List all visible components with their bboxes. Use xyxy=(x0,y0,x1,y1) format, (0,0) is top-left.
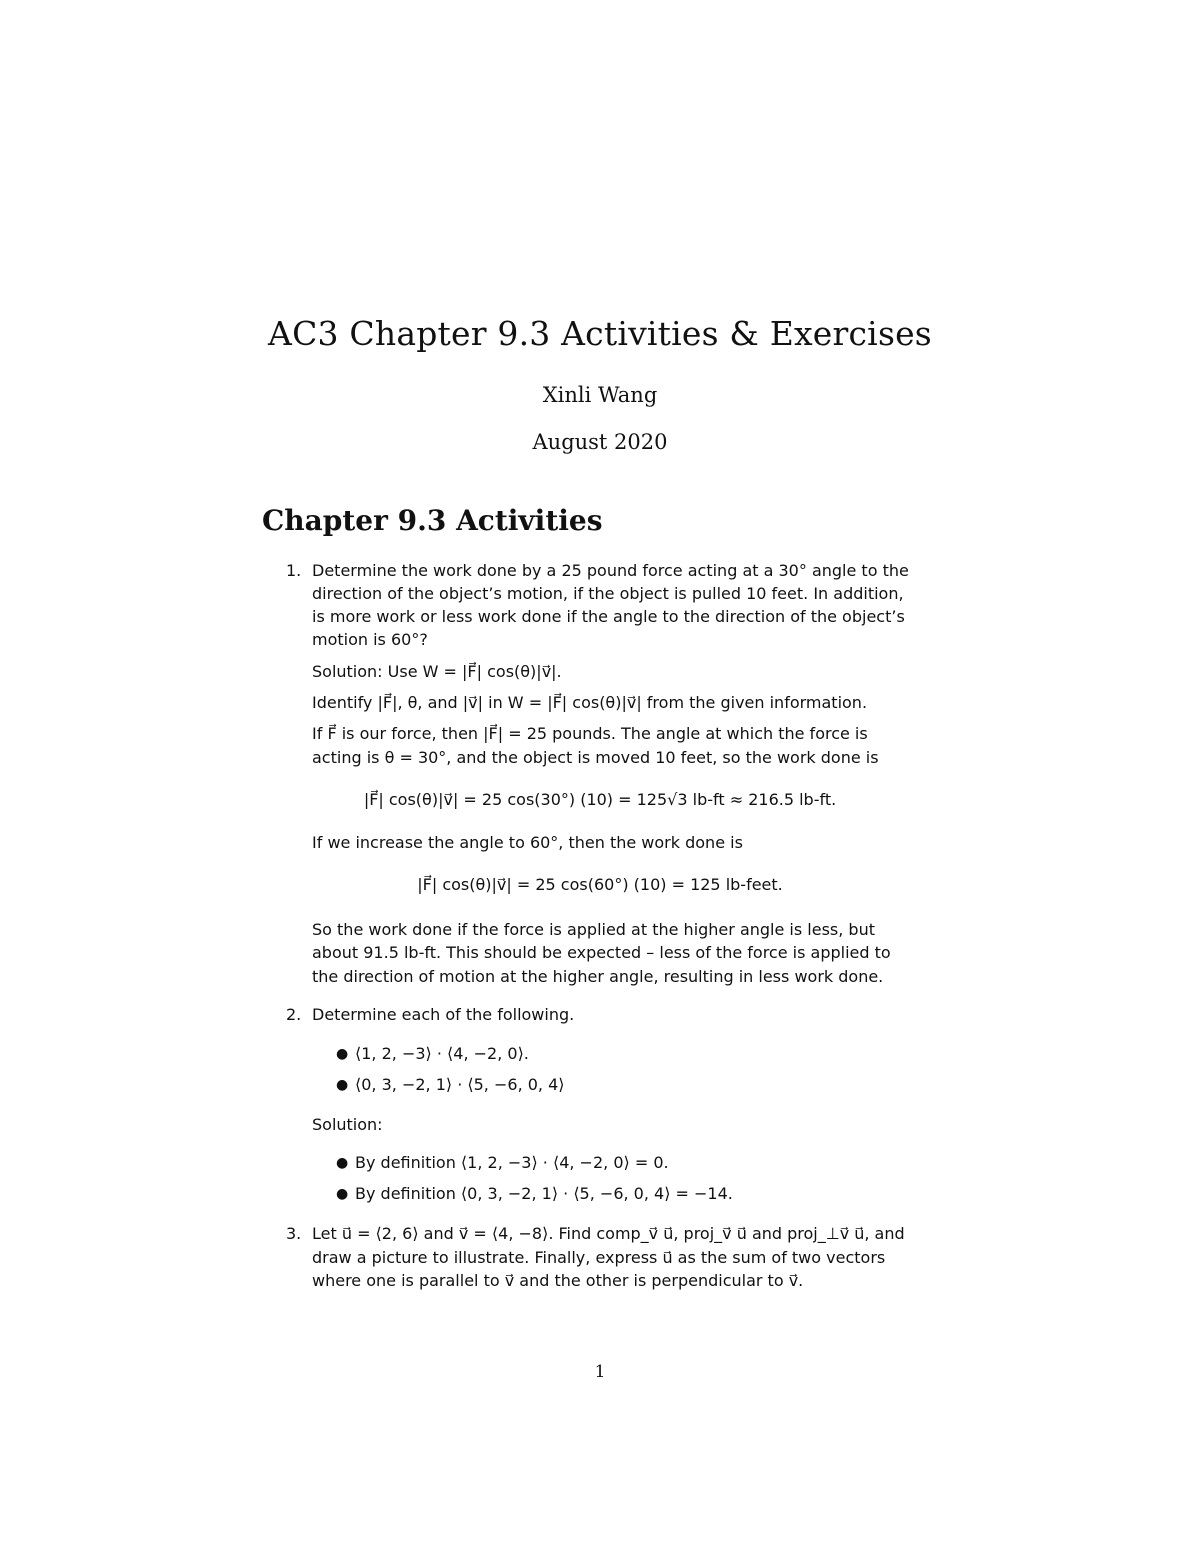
item-2-prompt: Determine each of the following. xyxy=(312,1005,575,1024)
item-1-line-8: acting is θ = 30°, and the object is moved 10 feet, so the work done is xyxy=(312,748,879,767)
document-author: Xinli Wang xyxy=(542,383,658,407)
item-2-solution-bullet-2: By definition ⟨0, 3, −2, 1⟩ · ⟨5, −6, 0, 4⟩ = −14. xyxy=(355,1184,733,1203)
item-1-line-4: motion is 60°? xyxy=(312,630,428,649)
item-1-line-9: If we increase the angle to 60°, then the work done is xyxy=(312,833,743,852)
page-number: 1 xyxy=(594,1362,606,1382)
item-1-line-7: If F⃗ is our force, then |F⃗| = 25 pounds. The angle at which the force is xyxy=(312,724,868,743)
bullet-icon: ● xyxy=(336,1186,349,1202)
item-2-solution-bullet-1: By definition ⟨1, 2, −3⟩ · ⟨4, −2, 0⟩ = 0. xyxy=(355,1153,669,1172)
item-1-equation-1: |F⃗| cos(θ)|v⃗| = 25 cos(30°) (10) = 125√3 lb-ft ≈ 216.5 lb-ft. xyxy=(363,790,837,809)
item-3-number: 3. xyxy=(286,1224,302,1243)
item-2-bullet-1: ⟨1, 2, −3⟩ · ⟨4, −2, 0⟩. xyxy=(355,1044,529,1063)
item-1-solution-line: Solution: Use W = |F⃗| cos(θ)|v⃗|. xyxy=(312,662,562,681)
item-2-number: 2. xyxy=(286,1005,302,1024)
document-date: August 2020 xyxy=(532,430,668,454)
item-1-line-3: is more work or less work done if the angle to the direction of the object’s xyxy=(312,607,905,626)
bullet-icon: ● xyxy=(336,1046,349,1062)
item-3-line-1: Let u⃗ = ⟨2, 6⟩ and v⃗ = ⟨4, −8⟩. Find comp_v⃗ u⃗, proj_v⃗ u⃗ and proj_⊥v⃗ u⃗, and xyxy=(312,1224,905,1243)
item-1-number: 1. xyxy=(286,561,302,580)
item-1-line-12: the direction of motion at the higher angle, resulting in less work done. xyxy=(312,967,884,986)
item-1-equation-2: |F⃗| cos(θ)|v⃗| = 25 cos(60°) (10) = 125 lb-feet. xyxy=(417,875,783,894)
document-title: AC3 Chapter 9.3 Activities & Exercises xyxy=(268,314,932,353)
item-1-line-1: Determine the work done by a 25 pound force acting at a 30° angle to the xyxy=(312,561,909,580)
item-1-identify-line: Identify |F⃗|, θ, and |v⃗| in W = |F⃗| cos(θ)|v⃗| from the given information. xyxy=(312,693,868,712)
item-3-line-2: draw a picture to illustrate. Finally, express u⃗ as the sum of two vectors xyxy=(312,1248,886,1267)
item-2-bullet-2: ⟨0, 3, −2, 1⟩ · ⟨5, −6, 0, 4⟩ xyxy=(355,1075,565,1094)
bullet-icon: ● xyxy=(336,1155,349,1171)
section-heading: Chapter 9.3 Activities xyxy=(262,504,603,537)
item-1-line-11: about 91.5 lb-ft. This should be expected – less of the force is applied to xyxy=(312,943,891,962)
item-1-line-10: So the work done if the force is applied at the higher angle is less, but xyxy=(312,920,875,939)
bullet-icon: ● xyxy=(336,1077,349,1093)
item-2-solution-label: Solution: xyxy=(312,1115,383,1134)
item-3-line-3: where one is parallel to v⃗ and the other is perpendicular to v⃗. xyxy=(312,1271,804,1290)
item-1-line-2: direction of the object’s motion, if the object is pulled 10 feet. In addition, xyxy=(312,584,904,603)
